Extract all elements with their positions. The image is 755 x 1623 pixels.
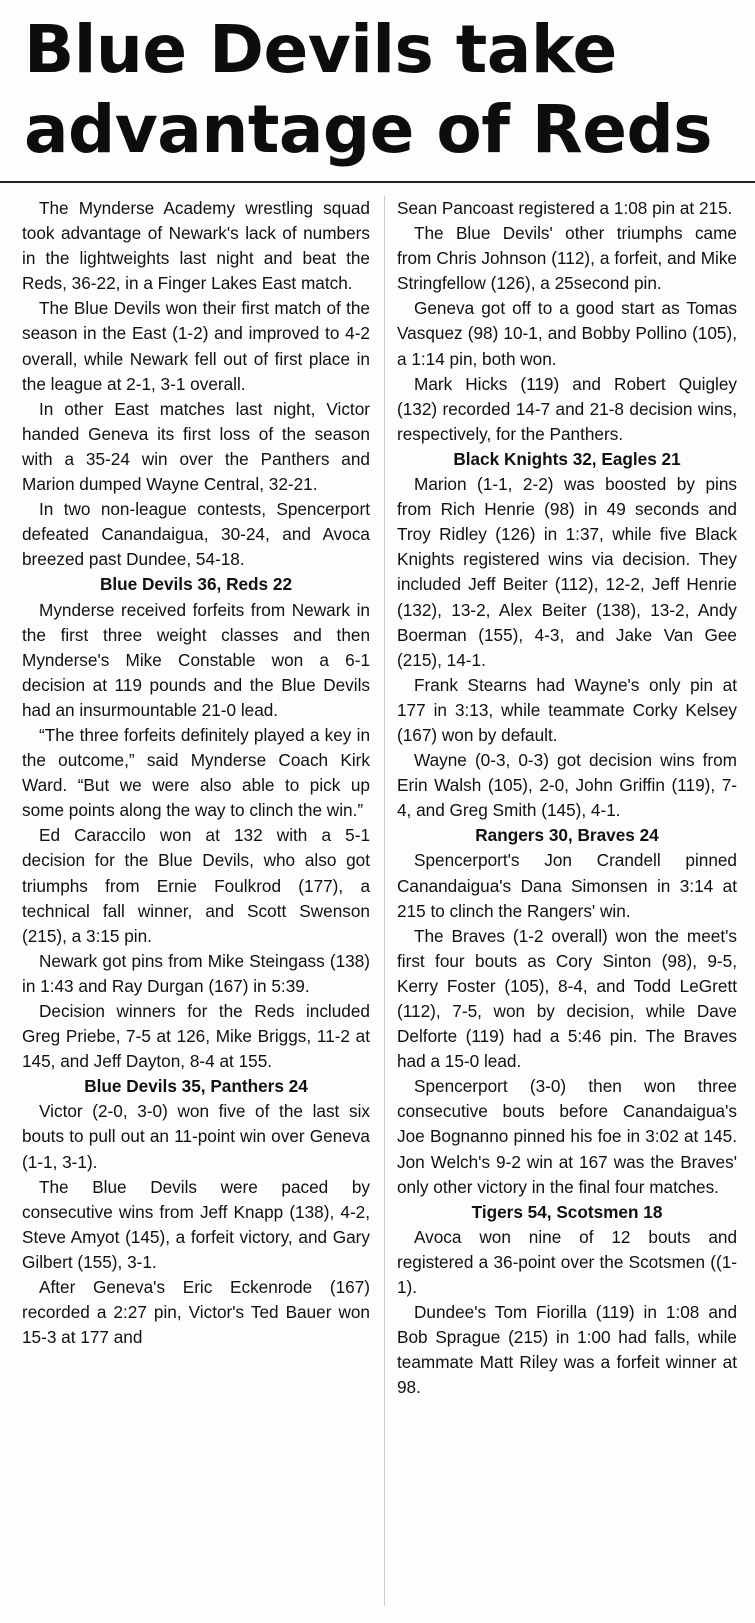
subhead: Black Knights 32, Eagles 21 (453, 448, 681, 469)
paragraph: Newark got pins from Mike Steingass (138) in 1:43 and Ray Durgan (167) in 5:39. (22, 950, 370, 996)
subhead: Blue Devils 36, Reds 22 (99, 574, 293, 595)
headline-line-1: Blue Devils take (24, 11, 617, 88)
paragraph: Mark Hicks (119) and Robert Quigley (132) recorded 14-7 and 21-8 decision wins, respectively, for the Panthers. (397, 373, 737, 444)
paragraph: Dundee's Tom Fiorilla (119) in 1:08 and Bob Sprague (215) in 1:00 had falls, while teammate Matt Riley was a forfeit winner at 98. (397, 1302, 737, 1398)
paragraph: The Braves (1-2 overall) won the meet's first four bouts as Cory Sinton (98), 9-5, Kerry Foster (105), 8-4, and Todd LeGrett (112), 7-5, won by decision, while Dave Delforte (119) had a 5:46 pin. The Braves had a 15-0 lead. (397, 925, 737, 1072)
paragraph: The Mynderse Academy wrestling squad took advantage of Newark's lack of numbers in the lightweights last night and beat the Reds, 36-22, in a Finger Lakes East match. (22, 198, 370, 294)
paragraph: Mynderse received forfeits from Newark in the first three weight classes and then Mynderse's Mike Constable won a 6-1 decision at 119 pounds and the Blue Devils had an insurmountable 21-0 lead. (22, 599, 370, 720)
paragraph: Ed Caraccilo won at 132 with a 5-1 decision for the Blue Devils, who also got triumphs from Ernie Foulkrod (177), a technical fall winner, and Scott Swenson (215), a 3:15 pin. (22, 825, 370, 946)
paragraph: In two non-league contests, Spencerport defeated Canandaigua, 30-24, and Avoca breezed past Dundee, 54-18. (22, 499, 370, 570)
subhead: Tigers 54, Scotsmen 18 (471, 1201, 663, 1222)
paragraph: Wayne (0-3, 0-3) got decision wins from Erin Walsh (105), 2-0, John Griffin (119), 7-4, and Greg Smith (145), 4-1. (397, 750, 737, 821)
subhead: Blue Devils 35, Panthers 24 (84, 1076, 308, 1097)
headline-line-2: advantage of Reds (24, 91, 713, 168)
paragraph: The Blue Devils were paced by consecutive wins from Jeff Knapp (138), 4-2, Steve Amyot (145), a forfeit victory, and Gary Gilbert (155), 3-1. (22, 1176, 370, 1272)
paragraph: Frank Stearns had Wayne's only pin at 177 in 3:13, while teammate Corky Kelsey (167) won by default. (397, 674, 737, 745)
column-divider (384, 196, 385, 1606)
left-column (22, 196, 370, 1350)
headline (24, 10, 744, 170)
subhead: Rangers 30, Braves 24 (475, 825, 659, 846)
paragraph: In other East matches last night, Victor handed Geneva its first loss of the season with a 35-24 win over the Panthers and Marion dumped Wayne Central, 32-21. (22, 398, 370, 495)
paragraph: The Blue Devils won their first match of the season in the East (1-2) and improved to 4-2 overall, while Newark fell out of first place in the league at 2-1, 3-1 overall. (22, 298, 370, 394)
paragraph: The Blue Devils' other triumphs came from Chris Johnson (112), a forfeit, and Mike Stringfellow (126), a 25second pin. (397, 223, 737, 294)
paragraph: Marion (1-1, 2-2) was boosted by pins from Rich Henrie (98) in 49 seconds and Troy Ridley (126) in 1:37, while five Black Knights registered wins via decision. They included Jeff Beiter (112), 12-2, Jeff Henrie (132), 13-2, Alex Beiter (138), 13-2, Andy Boerman (155), 4-3, and Jake Van Gee (215), 14-1. (397, 474, 737, 670)
right-column (397, 196, 737, 1401)
paragraph: Avoca won nine of 12 bouts and registered a 36-point over the Scotsmen ((1-1). (397, 1226, 737, 1298)
headline-rule (0, 181, 755, 183)
paragraph: “The three forfeits definitely played a key in the outcome,” said Mynderse Coach Kirk Ward. “But we were also able to pick up some points along the way to clinch the win.” (22, 724, 370, 821)
paragraph: Victor (2-0, 3-0) won five of the last six bouts to pull out an 11-point win over Geneva (1-1, 3-1). (22, 1101, 370, 1172)
paragraph: After Geneva's Eric Eckenrode (167) recorded a 2:27 pin, Victor's Ted Bauer won 15-3 at 177 and (22, 1277, 370, 1348)
paragraph-continued: Sean Pancoast registered a 1:08 pin at 215. (397, 198, 733, 218)
paragraph: Decision winners for the Reds included Greg Priebe, 7-5 at 126, Mike Briggs, 11-2 at 145, and Jeff Dayton, 8-4 at 155. (22, 1001, 370, 1072)
paragraph: Geneva got off to a good start as Tomas Vasquez (98) 10-1, and Bobby Pollino (105), a 1:14 pin, both won. (397, 298, 737, 369)
paragraph: Spencerport (3-0) then won three consecutive bouts before Canandaigua's Joe Bognanno pinned his foe in 3:02 at 145. Jon Welch's 9-2 win at 167 was the Braves' only other victory in the final four matches. (397, 1076, 737, 1197)
paragraph: Spencerport's Jon Crandell pinned Canandaigua's Dana Simonsen in 3:14 at 215 to clinch the Rangers' win. (397, 850, 737, 921)
